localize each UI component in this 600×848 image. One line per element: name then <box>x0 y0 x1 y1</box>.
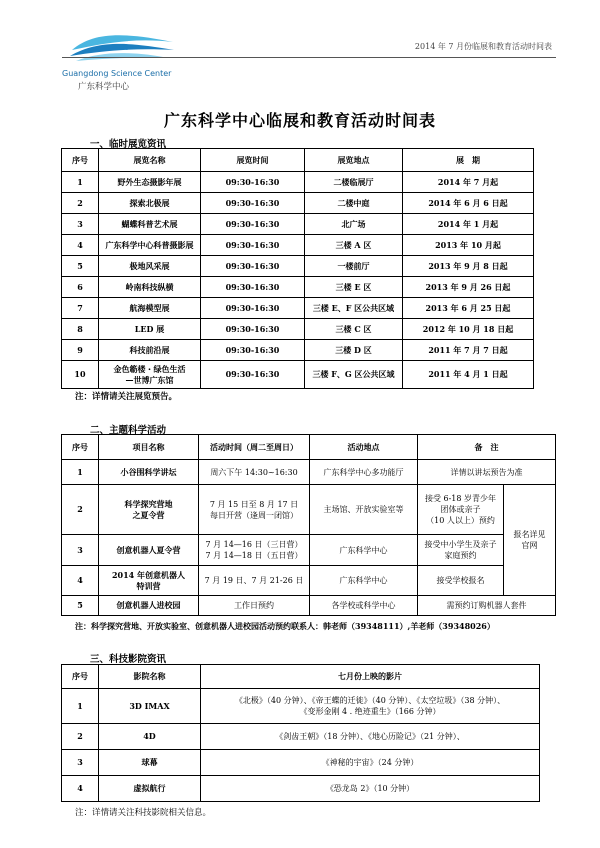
col-header: 展览地点 <box>305 149 403 172</box>
cell-line: 团体或亲子 <box>440 505 481 514</box>
cell: 球幕 <box>99 750 201 776</box>
cell <box>99 485 199 535</box>
cell: 北广场 <box>305 214 403 235</box>
cell: 09:30-16:30 <box>201 361 305 389</box>
cell: 一楼前厅 <box>305 256 403 277</box>
section3-heading: 三、科技影院资讯 <box>90 654 167 665</box>
col-header: 活动地点 <box>310 435 418 460</box>
cell: 2013 年 6 月 25 日起 <box>403 298 534 319</box>
cell: 工作日预约 <box>199 596 310 616</box>
cell: 2011 年 4 月 1 日起 <box>403 361 534 389</box>
col-header: 影院名称 <box>99 665 201 689</box>
cell <box>99 566 199 596</box>
cell-line: 接受中小学生及亲子 <box>424 540 497 549</box>
cell-line: —世博广东馆 <box>125 374 174 385</box>
cell: 三楼 E、F 区公共区域 <box>305 298 403 319</box>
document-title: 广东科学中心临展和教育活动时间表 <box>163 111 436 130</box>
cell: 4D <box>99 724 201 750</box>
cell: 野外生态摄影年展 <box>99 172 201 193</box>
cell <box>418 535 504 566</box>
cell: 探索北极展 <box>99 193 201 214</box>
cell-line: 2014 年创意机器人 <box>111 569 186 580</box>
cell-line: 科学探究营地 <box>124 498 173 509</box>
cell: 岭南科技纵横 <box>99 277 201 298</box>
cell: 1 <box>62 460 99 485</box>
cell: 接受学校报名 <box>418 566 504 596</box>
cell: 10 <box>62 361 99 389</box>
cell <box>418 485 504 535</box>
cell: 4 <box>62 566 99 596</box>
header-note: 2014 年 7 月份临展和教育活动时间表 <box>414 42 552 51</box>
cell-line: 金色簕楼・绿色生活 <box>113 363 186 374</box>
cell <box>199 485 310 535</box>
col-header: 七月份上映的影片 <box>201 665 540 689</box>
cell-line: 之夏令营 <box>132 509 165 520</box>
cell: 主场馆、开放实验室等 <box>310 485 418 535</box>
cell: 2011 年 7 月 7 日起 <box>403 340 534 361</box>
header-divider <box>62 57 556 58</box>
table-row <box>62 319 534 340</box>
table-header-row <box>62 149 534 172</box>
section2-note: 注：科学探究营地、开放实验室、创意机器人进校园活动预约联系人：韩老师（39348111）,羊老师（39348026） <box>75 621 495 631</box>
cell-line: 特训营 <box>136 580 161 591</box>
table-row <box>62 460 556 485</box>
table-row <box>62 689 540 724</box>
table-row <box>62 750 540 776</box>
table-row <box>62 361 534 389</box>
cell: 2 <box>62 193 99 214</box>
cell: 《恐龙岛 2》（10 分钟） <box>201 776 540 802</box>
table-row <box>62 298 534 319</box>
cell: 广东科学中心多功能厅 <box>310 460 418 485</box>
logo-chinese-text: 广东科学中心 <box>78 82 130 92</box>
table-row <box>62 485 556 535</box>
cell: 2014 年 1 月起 <box>403 214 534 235</box>
cell-line: 接受 6-18 岁青少年 <box>424 494 497 503</box>
cell: 详情以讲坛预告为准 <box>418 460 556 485</box>
cell: 虚拟航行 <box>99 776 201 802</box>
cinema-table <box>61 664 540 802</box>
cell: 5 <box>62 596 99 616</box>
cell: 5 <box>62 256 99 277</box>
table-row <box>62 277 534 298</box>
cell <box>201 689 540 724</box>
cell: 09:30-16:30 <box>201 214 305 235</box>
table-row <box>62 596 556 616</box>
cell: 三楼 D 区 <box>305 340 403 361</box>
col-header: 项目名称 <box>99 435 199 460</box>
cell: 2014 年 6 月 6 日起 <box>403 193 534 214</box>
cell: 周六下午 14:30~16:30 <box>199 460 310 485</box>
cell: 广东科学中心 <box>310 566 418 596</box>
cell: 8 <box>62 319 99 340</box>
cell: 09:30-16:30 <box>201 319 305 340</box>
cell: 创意机器人进校园 <box>99 596 199 616</box>
cell: 2014 年 7 月起 <box>403 172 534 193</box>
cell: 4 <box>62 235 99 256</box>
cell: 2013 年 10 月起 <box>403 235 534 256</box>
cell: 三楼 A 区 <box>305 235 403 256</box>
merged-remark-cell <box>504 485 556 596</box>
table-row <box>62 256 534 277</box>
cell-line: 《北极》（40 分钟）、《帝王蝶的迁徙》（40 分钟）、《太空垃圾》（38 分钟）、 <box>234 696 506 705</box>
table-row <box>62 776 540 802</box>
cell: LED 展 <box>99 319 201 340</box>
cell: 3 <box>62 750 99 776</box>
cell: 各学校或科学中心 <box>310 596 418 616</box>
cell: 2012 年 10 月 18 日起 <box>403 319 534 340</box>
cell: 创意机器人夏令营 <box>99 535 199 566</box>
cell: 航海模型展 <box>99 298 201 319</box>
cell: 1 <box>62 689 99 724</box>
cell: 9 <box>62 340 99 361</box>
cell-line: 报名详见 <box>513 530 546 539</box>
section2-heading: 二、主题科学活动 <box>90 425 167 436</box>
cell-line: 《变形金刚 4 . 绝迹重生》（166 分钟） <box>299 707 441 716</box>
cell: 《剑齿王朝》（18 分钟）、《地心历险记》（21 分钟）、 <box>201 724 540 750</box>
exhibition-table <box>61 148 534 389</box>
cell <box>99 361 201 389</box>
col-header: 序号 <box>62 149 99 172</box>
cell: 科技前沿展 <box>99 340 201 361</box>
cell: 7 <box>62 298 99 319</box>
cell: 3 <box>62 535 99 566</box>
cell: 09:30-16:30 <box>201 172 305 193</box>
section1-heading: 一、临时展览资讯 <box>90 139 167 150</box>
table-row <box>62 340 534 361</box>
table-row <box>62 535 556 566</box>
cell: 1 <box>62 172 99 193</box>
col-header: 活动时间（周二至周日） <box>199 435 310 460</box>
col-header: 展览时间 <box>201 149 305 172</box>
table-row <box>62 172 534 193</box>
cell: 09:30-16:30 <box>201 256 305 277</box>
cell: 2013 年 9 月 8 日起 <box>403 256 534 277</box>
cell: 三楼 F、G 区公共区域 <box>305 361 403 389</box>
table-row <box>62 724 540 750</box>
cell: 6 <box>62 277 99 298</box>
cell: 广东科学中心 <box>310 535 418 566</box>
cell: 3 <box>62 214 99 235</box>
cell: 09:30-16:30 <box>201 235 305 256</box>
table-row <box>62 566 556 596</box>
col-header: 序号 <box>62 665 99 689</box>
cell: 二楼临展厅 <box>305 172 403 193</box>
col-header: 展览名称 <box>99 149 201 172</box>
cell-line: 家庭预约 <box>444 551 477 560</box>
logo-wave-icon <box>68 28 178 68</box>
table-row <box>62 235 534 256</box>
cell: 2013 年 9 月 26 日起 <box>403 277 534 298</box>
cell: 09:30-16:30 <box>201 298 305 319</box>
cell: 2 <box>62 485 99 535</box>
table-header-row <box>62 665 540 689</box>
cell <box>199 535 310 566</box>
cell: 三楼 C 区 <box>305 319 403 340</box>
activity-table <box>61 434 556 616</box>
table-header-row <box>62 435 556 460</box>
cell: 09:30-16:30 <box>201 340 305 361</box>
col-header: 序号 <box>62 435 99 460</box>
cell: 《神秘的宇宙》（24 分钟） <box>201 750 540 776</box>
col-header: 备 注 <box>418 435 556 460</box>
section3-note: 注：详情请关注科技影院相关信息。 <box>75 808 212 818</box>
cell: 7 月 19 日、7 月 21-26 日 <box>199 566 310 596</box>
table-row <box>62 193 534 214</box>
cell: 小谷围科学讲坛 <box>99 460 199 485</box>
cell: 09:30-16:30 <box>201 277 305 298</box>
cell: 3D IMAX <box>99 689 201 724</box>
table-row <box>62 214 534 235</box>
cell: 需预约订购机器人套件 <box>418 596 556 616</box>
cell: 三楼 E 区 <box>305 277 403 298</box>
logo-english-text: Guangdong Science Center <box>62 69 172 78</box>
cell-line: 7 月 14—18 日（五日营） <box>205 551 303 560</box>
cell: 极地风采展 <box>99 256 201 277</box>
cell-line: 官网 <box>521 541 538 550</box>
cell-line: 7 月 15 日至 8 月 17 日 <box>209 499 299 509</box>
cell: 广东科学中心科普摄影展 <box>99 235 201 256</box>
cell: 4 <box>62 776 99 802</box>
cell: 二楼中庭 <box>305 193 403 214</box>
cell: 09:30-16:30 <box>201 193 305 214</box>
cell: 蝴蝶科普艺术展 <box>99 214 201 235</box>
cell-line: （10 人以上）预约 <box>426 516 495 525</box>
col-header: 展 期 <box>403 149 534 172</box>
cell-line: 7 月 14—16 日（三日营） <box>205 540 303 549</box>
cell-line: 每日开营（逢周一闭馆） <box>210 510 298 520</box>
cell: 2 <box>62 724 99 750</box>
section1-note: 注：详情请关注展览预告。 <box>75 392 178 402</box>
